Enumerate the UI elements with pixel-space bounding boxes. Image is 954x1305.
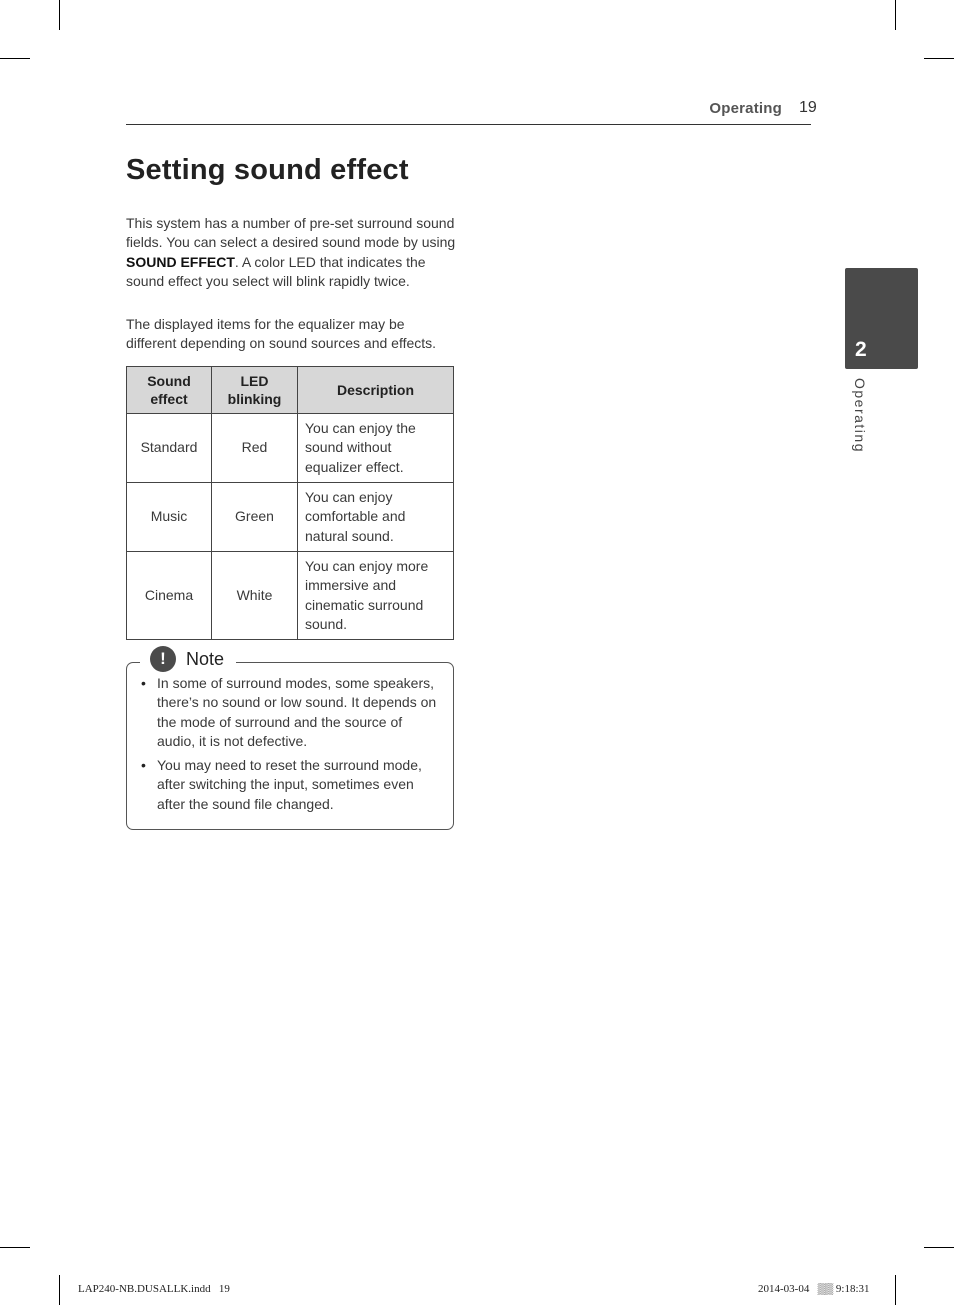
print-slug-date: 2014-03-04 ▒▒ 9:18:31 [758,1283,870,1295]
crop-mark [924,58,954,59]
note-list [143,674,443,819]
note-heading [140,646,236,672]
effect-cell: Standard [127,414,212,483]
equalizer-paragraph: The displayed items for the equalizer may be different depending on sound sources and effects. [126,316,437,352]
table-header-row [127,367,454,414]
sound-effect-table [126,366,454,640]
crop-mark [59,0,60,30]
column-header-sound-effect: Sound effect [127,367,212,414]
intro-paragraph: This system has a number of pre-set surround sound fields. You can select a desired sound mode by using SOUND EFFECT. A color LED that indicates the sound effect you select will blink rapidly twice. [126,215,456,289]
crop-mark [0,58,30,59]
crop-mark [895,0,896,30]
page-number: 19 [799,99,817,116]
description-cell: You can enjoy more immersive and cinematic surround sound. [298,552,454,640]
led-cell: Green [212,483,298,552]
column-header-description: Description [298,367,454,414]
table-row [127,552,454,640]
effect-cell: Music [127,483,212,552]
chapter-label: Operating [852,378,868,453]
crop-mark [0,1247,30,1248]
crop-mark [59,1275,60,1305]
description-cell: You can enjoy comfortable and natural sound. [298,483,454,552]
effect-cell: Cinema [127,552,212,640]
led-cell: Red [212,414,298,483]
page-title: Setting sound effect [126,154,409,186]
running-header-section: Operating [709,100,782,117]
chapter-number: 2 [855,338,867,361]
led-cell: White [212,552,298,640]
exclamation-icon: ! [150,646,176,672]
print-slug-file: LAP240-NB.DUSALLK.indd 19 [78,1283,230,1295]
description-cell: You can enjoy the sound without equalizer effect. [298,414,454,483]
crop-mark [895,1275,896,1305]
column-header-led-blinking: LED blinking [212,367,298,414]
table-row [127,483,454,552]
crop-mark [924,1247,954,1248]
note-title: Note [186,648,225,669]
sound-effect-button-name: SOUND EFFECT [126,253,235,270]
header-divider [126,124,811,125]
list-item: • In some of surround modes, some speakers, there’s no sound or low sound. It depends on the mode of surround and the source of audio, it is not defective. [143,674,443,751]
list-item: • You may need to reset the surround mode, after switching the input, sometimes even after the sound file changed. [143,756,443,814]
table-row [127,414,454,483]
